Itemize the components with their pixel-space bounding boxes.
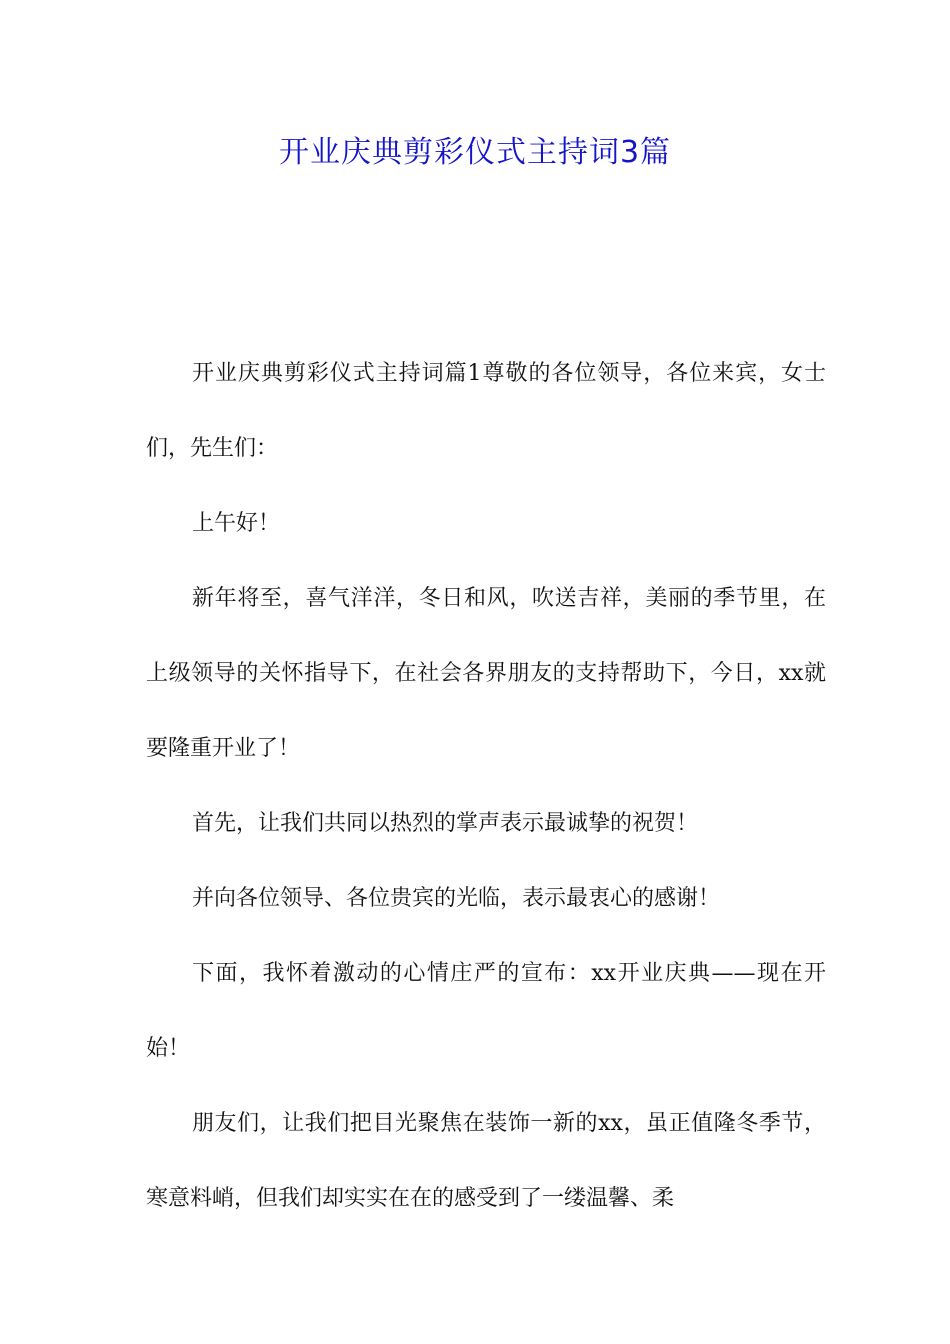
paragraph-5: 并向各位领导、各位贵宾的光临，表示最衷心的感谢！ xyxy=(192,886,721,911)
paragraph-2: 上午好！ xyxy=(192,511,281,536)
paragraph-4: 首先，让我们共同以热烈的掌声表示最诚挚的祝贺！ xyxy=(192,811,699,836)
document-body xyxy=(146,336,826,1236)
paragraph-6: 下面，我怀着激动的心情庄严的宣布：xx开业庆典——现在开始！ xyxy=(146,961,826,1061)
paragraph-1: 开业庆典剪彩仪式主持词篇1尊敬的各位领导，各位来宾，女士们，先生们： xyxy=(146,361,826,461)
paragraph-7: 朋友们，让我们把目光聚焦在装饰一新的xx，虽正值隆冬季节，寒意料峭，但我们却实实在在的感受到了一缕温馨、柔 xyxy=(146,1111,826,1211)
document-title: 开业庆典剪彩仪式主持词3篇 xyxy=(278,135,672,170)
paragraph-3: 新年将至，喜气洋洋，冬日和风，吹送吉祥，美丽的季节里，在上级领导的关怀指导下，在社会各界朋友的支持帮助下，今日，xx就要隆重开业了！ xyxy=(146,586,826,761)
